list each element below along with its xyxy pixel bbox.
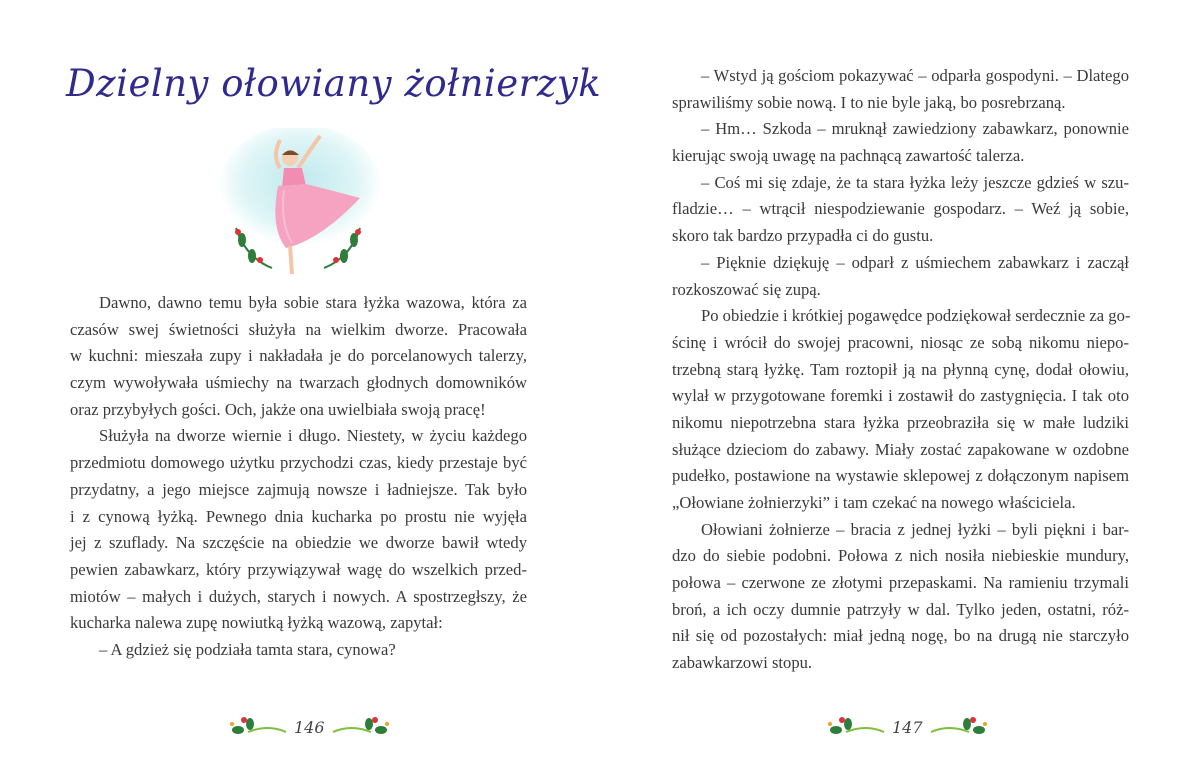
text-line: w kuchni: mieszała zupy i nakładała je do porcelanowych talerzy, bbox=[70, 346, 527, 366]
text-line: Ołowiani żołnierze – bracia z jednej łyżki – byli piękni i bar- bbox=[701, 519, 1129, 539]
floral-ornament-icon bbox=[331, 714, 391, 740]
text-line: służące dzieciom do zabawy. Miały zostać zapakowane w ozdobne bbox=[672, 439, 1129, 459]
text-line: – Pięknie dziękuję – odparł z uśmiechem zabawkarz i zaczął bbox=[701, 252, 1129, 272]
text-line: przedmiotu domowego użytku przychodzi czas, kiedy przestaje być bbox=[70, 453, 527, 473]
text-line: trzebną starą łyżkę. Tam roztopił ją na płynną cynę, dodał ołowiu, bbox=[672, 359, 1129, 379]
text-line: przydatny, a jego miejsce zajmują nowsze i ładniejsze. Tak było bbox=[70, 479, 527, 499]
text-line: sprawiliśmy sobie nową. I to nie byle jaką, bo posrebrzaną. bbox=[672, 92, 1066, 112]
text-line: – A gdzież się podziała tamta stara, cynowa? bbox=[99, 639, 396, 659]
text-line: dzo do siebie podobni. Połowa z nich nosiła niebieskie mundury, bbox=[672, 546, 1129, 566]
text-line: oraz przybyłych gości. Och, jakże ona uwielbiała swoją pracę! bbox=[70, 399, 486, 419]
text-line: fladzie… – wtrącił niespodziewanie gospodarz. – Weź ją sobie, bbox=[672, 199, 1129, 219]
right-page bbox=[600, 0, 1200, 774]
text-line: pudełko, postawione na wystawie sklepowej z dołączonym napisem bbox=[672, 466, 1129, 486]
text-line: – Wstyd ją gościom pokazywać – odparła gospodyni. – Dlatego bbox=[701, 66, 1129, 85]
text-line: – Hm… Szkoda – mruknął zawiedziony zabawkarz, ponownie bbox=[701, 119, 1129, 139]
text-line: połowa – czerwone ze złotymi przepaskami. Na ramieniu trzymali bbox=[672, 573, 1129, 593]
text-line: jej z szuflady. Na szczęście na obiedzie we dworze bawił wtedy bbox=[70, 533, 527, 553]
paragraph bbox=[672, 250, 1129, 303]
page-number: 147 bbox=[892, 717, 923, 737]
paragraph bbox=[70, 290, 527, 423]
paragraph bbox=[70, 423, 527, 637]
text-line: Po obiedzie i krótkiej pogawędce podziękował serdecznie za go- bbox=[701, 306, 1131, 326]
text-line: – Coś mi się zdaje, że ta stara łyżka leży jeszcze gdzieś w szu- bbox=[701, 172, 1129, 192]
text-line: Dawno, dawno temu była sobie stara łyżka wazowa, która za bbox=[99, 293, 527, 312]
ballerina-illustration bbox=[210, 128, 390, 278]
floral-ornament-icon bbox=[929, 714, 989, 740]
text-line: nił się od pozostałych: miał jedną nogę, bo na drugą nie starczyło bbox=[672, 626, 1129, 646]
text-line: czasów swej świetności służyła na wielkim dworze. Pracowała bbox=[70, 319, 527, 339]
text-line: miotów – małych i dużych, starych i nowych. A spostrzegłszy, że bbox=[70, 586, 527, 606]
text-line: czym wywoływała uśmiechy na twarzach głodnych domowników bbox=[70, 373, 527, 393]
chapter-title: Dzielny ołowiany żołnierzyk bbox=[66, 62, 602, 105]
text-line: „Ołowiane żołnierzyki” i tam czekać na nowego właściciela. bbox=[672, 493, 1076, 512]
text-line: Służyła na dworze wiernie i długo. Niestety, w życiu każdego bbox=[99, 426, 527, 446]
left-page-text bbox=[70, 290, 527, 664]
text-line: i z cynową łyżką. Pewnego dnia kucharka po prostu nie wyjęła bbox=[70, 506, 527, 526]
text-line: ścinę i wrócił do swojej pracowni, niosąc ze sobą nikomu niepo- bbox=[672, 332, 1129, 352]
text-line: skoro tak bardzo przypadła ci do gustu. bbox=[672, 226, 934, 246]
paragraph bbox=[672, 303, 1129, 517]
page-number: 146 bbox=[294, 717, 325, 737]
right-page-text bbox=[672, 63, 1129, 677]
paragraph bbox=[672, 63, 1129, 116]
text-line: nikomu niepotrzebna stara łyżka przeobraziła się w małe ludziki bbox=[672, 412, 1129, 432]
text-line: kucharka nalewa zupę nowiutką łyżką wazową, zapytał: bbox=[70, 613, 443, 633]
text-line: wylał w przygotowane foremki i zostawił do zastygnięcia. I tak oto bbox=[672, 386, 1129, 406]
text-line: zabawkarzowi stopu. bbox=[672, 653, 813, 673]
paragraph bbox=[672, 170, 1129, 250]
floral-ornament-icon bbox=[826, 714, 886, 740]
page-footer bbox=[826, 712, 989, 742]
text-line: rozkoszować się zupą. bbox=[672, 279, 821, 299]
page-footer bbox=[228, 712, 391, 742]
paragraph bbox=[70, 637, 527, 664]
paragraph bbox=[672, 116, 1129, 169]
text-line: kierując swoją uwagę na pachnącą zawartość talerza. bbox=[672, 146, 1025, 166]
text-line: broń, a ich oczy dumnie patrzyły w dal. Tylko jeden, ostatni, róż- bbox=[672, 599, 1129, 619]
paragraph bbox=[672, 517, 1129, 677]
floral-ornament-icon bbox=[228, 714, 288, 740]
text-line: pewien zabawkarz, który przywiązywał wagę do wszelkich przed- bbox=[70, 559, 527, 579]
